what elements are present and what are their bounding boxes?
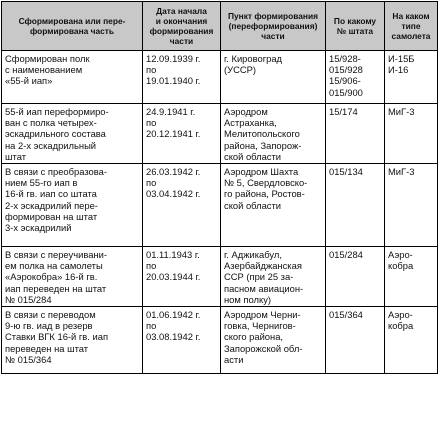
- cell-part: В связи с преобразова- нием 55-го иап в 16-й гв. иап со штата 2-х эскадрилий пере- формирован на штат 3-х эскадрилий: [2, 164, 143, 247]
- cell-staff: 015/284: [326, 247, 385, 307]
- cell-part: 55-й иап переформиро- ван с полка четырех- эскадрильного состава на 2-х эскадрильный штат: [2, 104, 143, 164]
- cell-dates: 12.09.1939 г. по 19.01.1940 г.: [143, 51, 221, 104]
- table-row: [2, 307, 438, 374]
- cell-staff: 15/174: [326, 104, 385, 164]
- cell-aircraft: МиГ-3: [385, 164, 438, 247]
- header-place: Пункт формирования (переформирования) части: [221, 2, 326, 51]
- cell-place: г. Кировоград (УССР): [221, 51, 326, 104]
- cell-staff: 015/364: [326, 307, 385, 374]
- cell-dates: 24.9.1941 г. по 20.12.1941 г.: [143, 104, 221, 164]
- cell-staff: 15/928- 015/928 15/906- 015/900: [326, 51, 385, 104]
- cell-part: В связи с переводом 9-ю гв. иад в резерв Ставки ВГК 16-й гв. иап переведен на штат № 015/364: [2, 307, 143, 374]
- cell-dates: 01.06.1942 г. по 03.08.1942 г.: [143, 307, 221, 374]
- cell-place: Аэродром Черни- говка, Чернигов- ского района, Запорожской обл- асти: [221, 307, 326, 374]
- header-aircraft: На каком типе самолета: [385, 2, 438, 51]
- cell-aircraft: МиГ-3: [385, 104, 438, 164]
- table-row: [2, 247, 438, 307]
- cell-place: Аэродром Шахта № 5, Свердловско- го района, Ростов- ской области: [221, 164, 326, 247]
- header-row: [2, 2, 438, 51]
- table-row: [2, 51, 438, 104]
- cell-aircraft: Аэро- кобра: [385, 307, 438, 374]
- cell-staff: 015/134: [326, 164, 385, 247]
- cell-aircraft: И-15Б И-16: [385, 51, 438, 104]
- header-dates: Дата начала и окончания формирования части: [143, 2, 221, 51]
- formation-table: [1, 1, 438, 374]
- header-staff: По какому № штата: [326, 2, 385, 51]
- header-part: Сформирована или пере- формирована часть: [2, 2, 143, 51]
- table-header: [2, 2, 438, 51]
- cell-dates: 26.03.1942 г. по 03.04.1942 г.: [143, 164, 221, 247]
- cell-place: г. Аджикабул, Азербайджанская ССР (при 25 за- пасном авиацион- ном полку): [221, 247, 326, 307]
- table-row: [2, 104, 438, 164]
- table-body: [2, 51, 438, 374]
- table-row: [2, 164, 438, 247]
- cell-place: Аэродром Астраханка, Мелитопольского района, Запорож- ской области: [221, 104, 326, 164]
- cell-part: Сформирован полк с наименованием «55-й иап»: [2, 51, 143, 104]
- cell-aircraft: Аэро- кобра: [385, 247, 438, 307]
- cell-part: В связи с переучивани- ем полка на самолеты «Аэрокобра» 16-й гв. иап переведен на штат № 015/284: [2, 247, 143, 307]
- cell-dates: 01.11.1943 г. по 20.03.1944 г.: [143, 247, 221, 307]
